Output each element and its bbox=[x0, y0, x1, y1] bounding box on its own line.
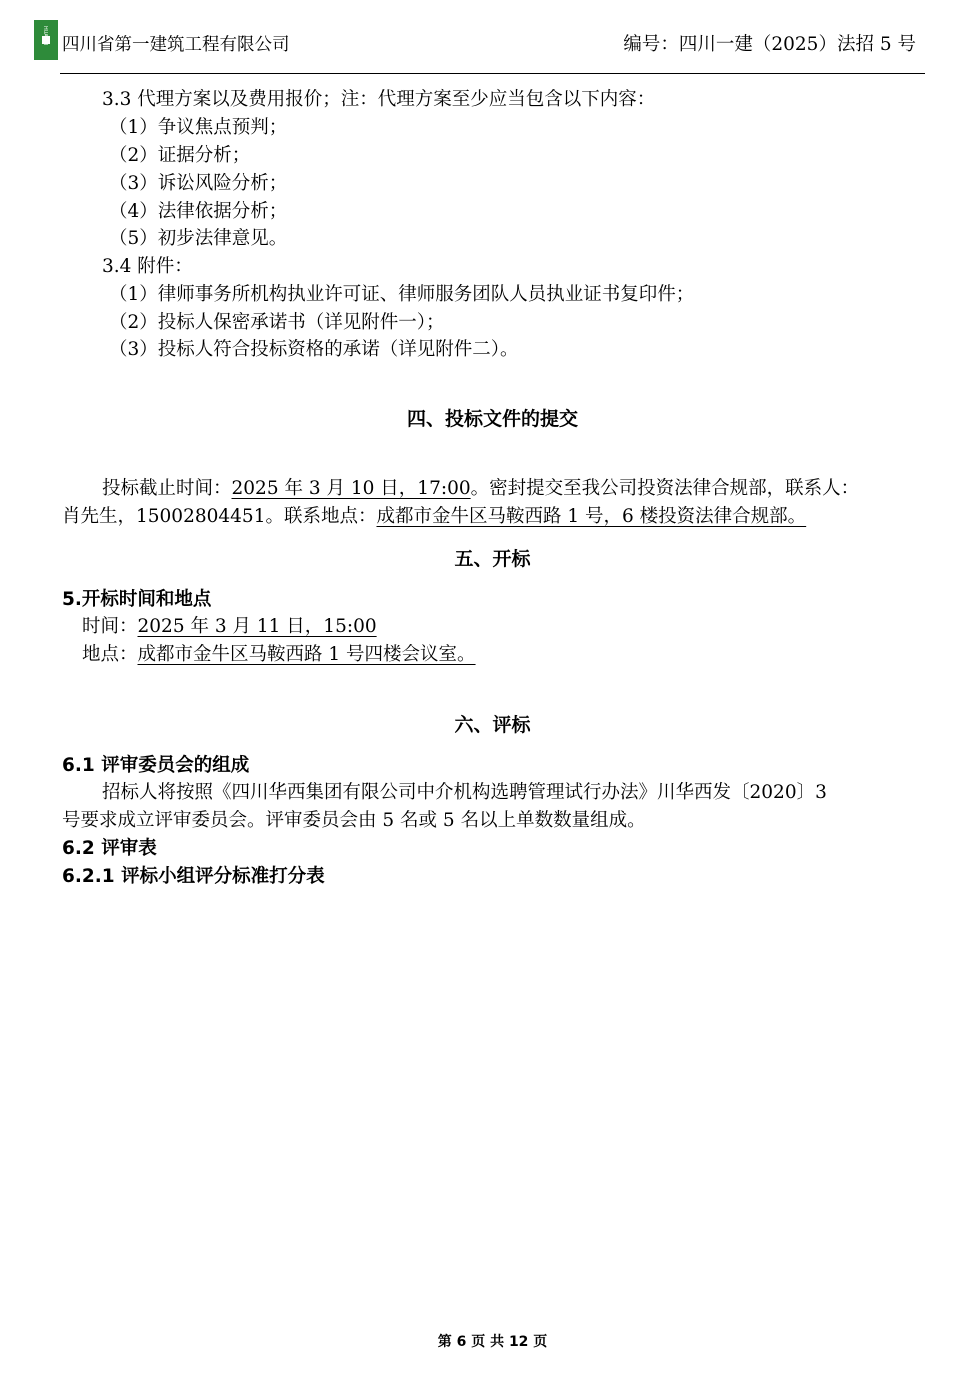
contact-place: 成都市金牛区马鞍西路 1 号，6 楼投资法律合规部。 bbox=[376, 506, 807, 527]
item-3-3: 3.3 代理方案以及费用报价；注：代理方案至少应当包含以下内容： bbox=[102, 89, 656, 110]
plan-item-2: （2）证据分析； bbox=[109, 145, 251, 166]
item-3-4: 3.4 附件： bbox=[102, 256, 193, 277]
section-4-title: 四、投标文件的提交 bbox=[406, 408, 578, 430]
place-label: 地点： bbox=[82, 644, 138, 665]
attachment-1: （1）律师事务所机构执业许可证、律师服务团队人员执业证书复印件； bbox=[109, 284, 695, 305]
committee-para-line-2: 号要求成立评审委员会。评审委员会由 5 名或 5 名以上单数数量组成。 bbox=[62, 810, 646, 831]
time-label: 时间： bbox=[82, 616, 138, 637]
contact-line bbox=[62, 506, 806, 528]
header-divider bbox=[60, 73, 925, 74]
attachment-2: （2）投标人保密承诺书（详见附件一）； bbox=[109, 312, 445, 333]
section-6-2-heading: 6.2 评审表 bbox=[62, 838, 157, 859]
deadline-line bbox=[102, 478, 859, 500]
committee-para-line-1: 招标人将按照《四川华西集团有限公司中介机构选聘管理试行办法》川华西发〔2020〕3 bbox=[102, 782, 827, 803]
time-value: 2025 年 3 月 11 日，15:00 bbox=[137, 616, 377, 637]
plan-item-1: （1）争议焦点预判； bbox=[109, 117, 288, 138]
opening-time-line bbox=[82, 616, 377, 638]
page-footer: 第 6 页 共 12 页 bbox=[437, 1334, 548, 1350]
logo-lettering: HUASHI bbox=[42, 26, 48, 46]
section-6-1-heading: 6.1 评审委员会的组成 bbox=[62, 755, 250, 776]
plan-item-4: （4）法律依据分析； bbox=[109, 201, 288, 222]
plan-item-3: （3）诉讼风险分析； bbox=[109, 173, 288, 194]
company-name: 四川省第一建筑工程有限公司 bbox=[62, 35, 290, 55]
place-value: 成都市金牛区马鞍西路 1 号四楼会议室。 bbox=[137, 644, 476, 665]
section-6-title: 六、评标 bbox=[454, 714, 531, 736]
section-5-subtitle: 5.开标时间和地点 bbox=[62, 589, 212, 610]
deadline-rest: 。密封提交至我公司投资法律合规部，联系人： bbox=[470, 478, 860, 499]
deadline-label: 投标截止时间： bbox=[102, 478, 232, 499]
section-5-title: 五、开标 bbox=[454, 548, 531, 570]
deadline-value: 2025 年 3 月 10 日，17:00 bbox=[231, 478, 471, 499]
section-6-2-1-heading: 6.2.1 评标小组评分标准打分表 bbox=[62, 866, 325, 887]
company-logo bbox=[34, 20, 58, 60]
document-number: 编号：四川一建（2025）法招 5 号 bbox=[623, 34, 916, 55]
contact-text: 肖先生，15002804451。联系地点： bbox=[62, 506, 377, 527]
attachment-3: （3）投标人符合投标资格的承诺（详见附件二）。 bbox=[109, 339, 519, 360]
opening-place-line bbox=[82, 644, 476, 666]
plan-item-5: （5）初步法律意见。 bbox=[109, 228, 288, 249]
